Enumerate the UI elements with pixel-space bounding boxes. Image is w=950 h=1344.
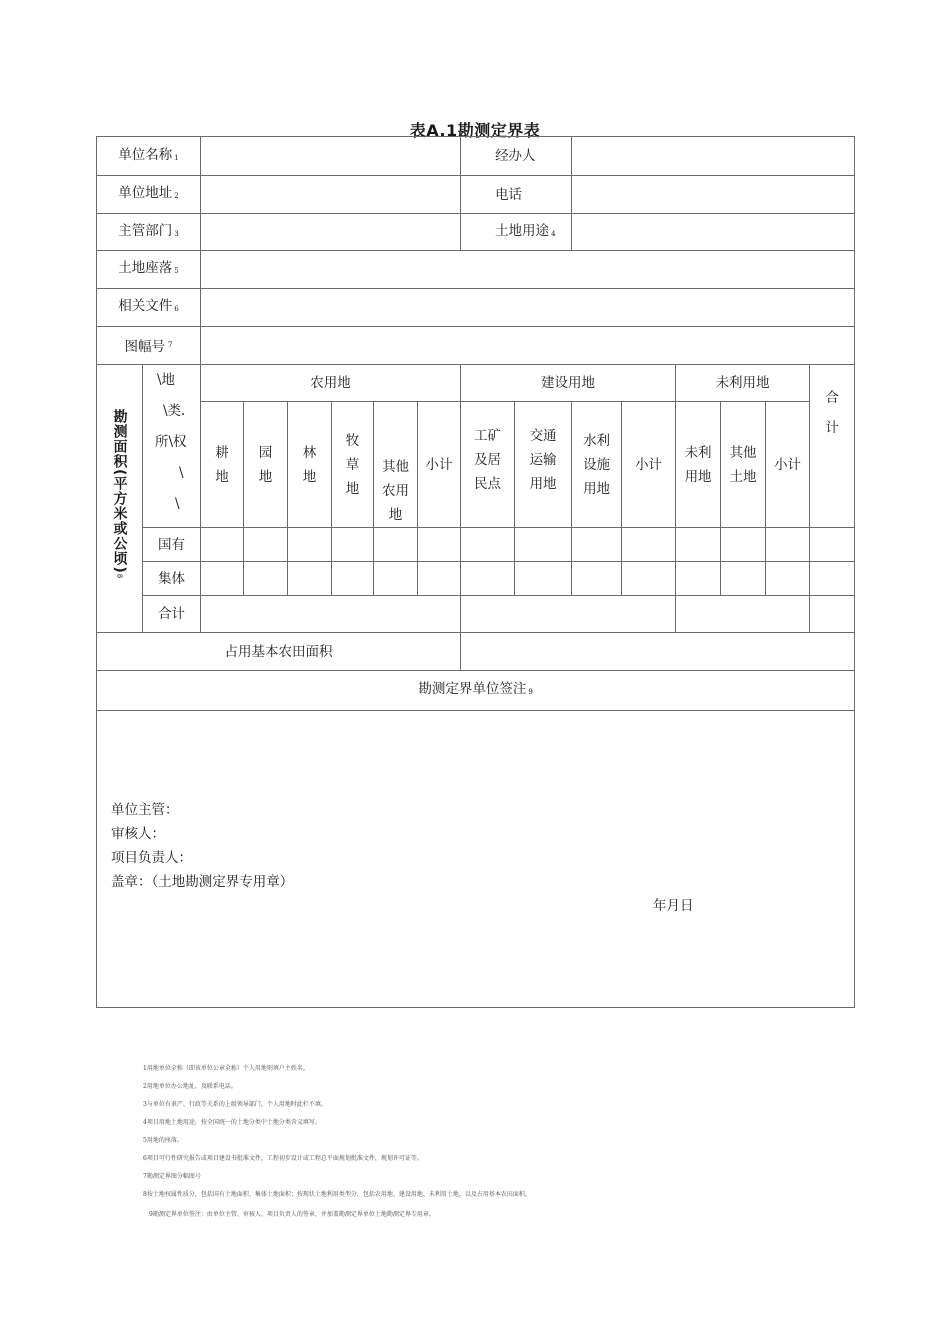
col-arable: 耕地 <box>201 402 244 528</box>
footnote-6: 6项目可行性研究报告或项目建设书批准文件，工程初步设计或工程总平面规划批准文件，规划许可证等。 <box>143 1155 423 1162</box>
group-construction-land: 建设用地 <box>461 365 676 402</box>
unit-name-field[interactable] <box>201 137 461 176</box>
sheet-no-field[interactable] <box>201 327 855 365</box>
footnote-1: 1用地单位全称（即该单位公章全称）个人用地则填户主姓名。 <box>143 1065 309 1072</box>
handler-field[interactable] <box>572 137 855 176</box>
diagonal-header: \地 \类. 所\权 \ \ <box>143 365 201 528</box>
row-label-total: 合计 <box>143 596 201 633</box>
footnote-5: 5用地的座落。 <box>143 1137 183 1144</box>
authority-label: 主管部门 $_3$ <box>97 214 201 251</box>
col-total: 合计 <box>810 365 855 528</box>
col-industrial: 工矿及居民点 <box>461 402 515 528</box>
col-forest: 林地 <box>288 402 332 528</box>
sheet-no-label: 图幅号 $^7$ <box>97 327 201 365</box>
land-use-field[interactable] <box>572 214 855 251</box>
footnote-4: 4项目用地土地用途，按全国统一的土地分类中土地分类含义填写。 <box>143 1119 321 1126</box>
total-construction-field[interactable] <box>461 596 676 633</box>
signoff-line-seal: 盖章：（土地勘测定界专用章） <box>111 874 294 890</box>
col-transport: 交通运输用地 <box>515 402 572 528</box>
unit-address-label: 单位地址 $_2$ <box>97 176 201 214</box>
documents-label: 相关文件 $_6$ <box>97 289 201 327</box>
farmland-area-field[interactable] <box>461 633 855 671</box>
unit-address-field[interactable] <box>201 176 461 214</box>
col-garden: 园地 <box>244 402 288 528</box>
row-label-collective: 集体 <box>143 562 201 596</box>
col-subtotal-unused: 小计 <box>766 402 810 528</box>
unit-name-label: 单位名称 $_1$ <box>97 137 201 176</box>
signoff-line-reviewer: 审核人： <box>111 826 165 842</box>
signoff-line-project-lead: 项目负责人： <box>111 850 192 866</box>
area-side-label: 勘测面积(平方米或公顷)8 <box>97 365 143 633</box>
group-unused-land: 未利用地 <box>676 365 810 402</box>
row-label-state: 国有 <box>143 528 201 562</box>
page-title: 表A.1勘测定界表 <box>409 121 541 140</box>
documents-field[interactable] <box>201 289 855 327</box>
survey-boundary-table <box>96 136 855 1008</box>
col-other-agri: 其他农用地 <box>374 402 418 528</box>
signoff-area <box>97 711 855 1008</box>
col-other-land: 其他土地 <box>721 402 766 528</box>
total-unused-field[interactable] <box>676 596 810 633</box>
signoff-date: 年月日 <box>653 898 694 914</box>
total-agri-field[interactable] <box>201 596 461 633</box>
col-subtotal-construction: 小计 <box>622 402 676 528</box>
footnote-9: 9勘测定界单位签注：由单位主管、审核人、项目负责人的签章，并加盖勘测定界单位土地勘测定界专用章。 <box>149 1211 435 1218</box>
grand-total-field[interactable] <box>810 596 855 633</box>
col-pasture: 牧草地 <box>332 402 374 528</box>
phone-field[interactable] <box>572 176 855 214</box>
group-agri-land: 农用地 <box>201 365 461 402</box>
footnote-3: 3与单位有隶产、行政等关系的上级领导部门，个人用地时此栏不填。 <box>143 1101 327 1108</box>
col-water: 水利设施用地 <box>572 402 622 528</box>
footnote-8: 8按土地权属性质分，包括国有土地面积、集体土地面积；按现状土地利用类型分，包括农用地、建设用地、未利用土地，以及占用基本农田面积。 <box>143 1191 531 1198</box>
location-label: 土地座落 $_5$ <box>97 251 201 289</box>
land-use-label: 土地用途 $_4$ <box>461 214 572 251</box>
location-field[interactable] <box>201 251 855 289</box>
handler-label: 经办人 <box>461 137 572 176</box>
phone-label: 电话 <box>461 176 572 214</box>
signoff-header: 勘测定界单位签注 $_9$ <box>97 671 855 711</box>
col-subtotal-agri: 小计 <box>418 402 461 528</box>
footnote-2: 2用地单位办公地址，及联系电话。 <box>143 1083 237 1090</box>
farmland-area-label: 占用基本农田面积 <box>97 633 461 671</box>
signoff-line-manager: 单位主管： <box>111 802 179 818</box>
footnote-7: 7勘测定界图分幅图号 <box>143 1173 201 1180</box>
authority-field[interactable] <box>201 214 461 251</box>
footnotes <box>143 1064 903 1228</box>
col-unused-land: 未利用地 <box>676 402 721 528</box>
